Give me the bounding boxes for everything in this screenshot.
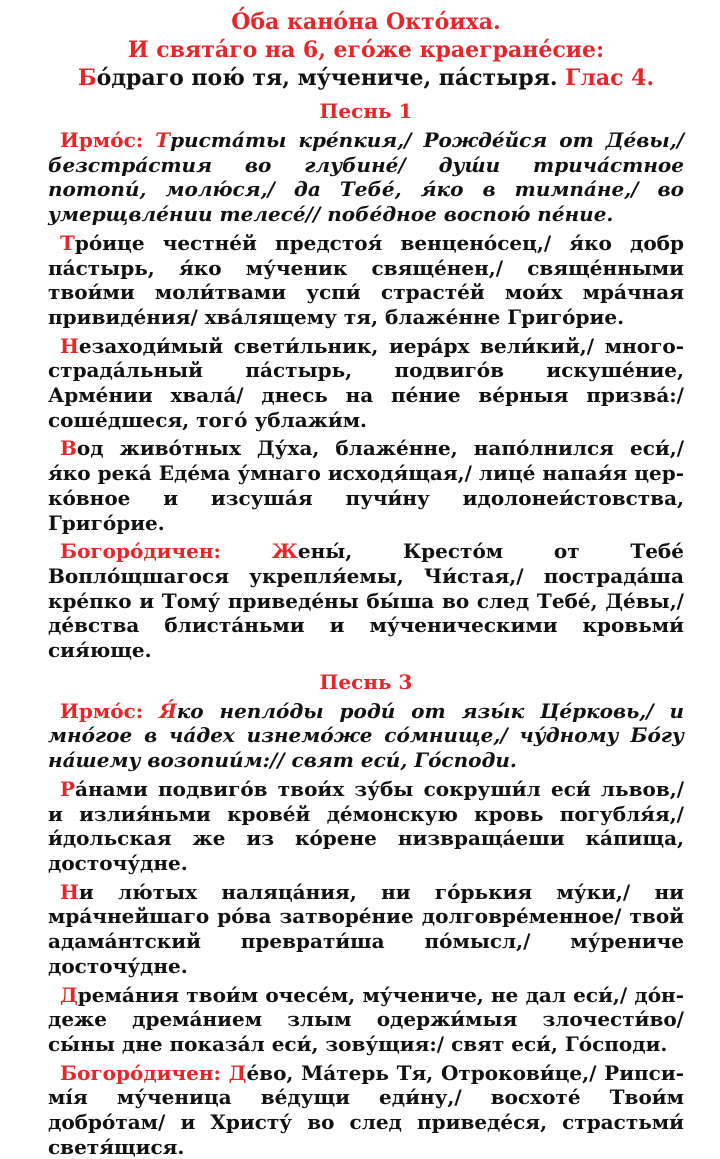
verse-initial: В [60,436,77,461]
verse-initial: Д [60,982,78,1007]
verse-text: ены́, Кресто́м от Тебе́ Вопло́щшагося укрепля́емы, Чи́стая,/ пострада́ша кре́пко и Тому́ приведе́ны бы́ша во след Тебе́, Де́вы,/ де́вства блиста́ньми и му́ченическими кровьми́ сия́юще. [48,539,684,663]
verse-initial: Н [60,333,79,358]
verse-initial: Т [155,128,171,152]
irmos-verse [48,699,684,773]
verse-text: риста́ты кре́пкия,/ Рожде́йся от Де́вы,/ безстра́стия во глубине́/ душ́и трича́стное потопи́, молю́ся,/ да Тебе́, я́ко в тимпа́не,/ во умерщвле́нии телесе́// побе́дное воспою́ пе́ние. [48,128,684,227]
canon-header [48,8,684,92]
verse-text: од живо́тных Ду́ха, блаже́нне, напо́лнился еси́,/ я́ко река́ Еде́ма у́мнаго исходя́щая,/ лице́ напая́я церко́вное и изсуша́я пучи́ну идолонеи́стовства, Григо́рие. [48,436,684,535]
verse-initial: Т [60,230,75,255]
header-line-3 [48,64,684,92]
verse-initial: Н [60,879,79,904]
tone-label: Глас 4. [565,65,655,91]
theotokion-verse [48,1061,684,1159]
troparion-verse [48,880,684,979]
troparion-verse [48,231,684,330]
verse-label: Богоро́дичен: [60,1060,221,1085]
verse-text: ро́ице честне́й предстоя́ венцено́сец,/ я́ко добр па́стырь, я́ко му́ченик свяще́нен,/ свяще́нными твои́ми моли́твами успи́ страсте́й мои́х мра́чная привиде́ния/ хва́лящему тя, блаже́нне Григо́рие. [48,230,684,329]
verse-text: а́нами подвиго́в твои́х зу́бы сокруши́л еси́ львов,/ и излия́ньми крове́й де́монскую кровь погубля́я,/ и́дольская же из ко́рене низвраща́еши ка́пища, досточу́дне. [48,776,684,875]
troparion-verse [48,983,684,1057]
verse-initial: Д [228,1060,247,1085]
acrostic-text: о́драго пою́ тя, му́чениче, па́стыря. [96,65,558,91]
verse-initial: Ж [271,539,298,564]
verse-label: Ирмо́с: [60,698,144,723]
troparion-verse [48,334,684,433]
verse-initial: Р [60,776,76,801]
irmos-verse [48,128,684,227]
verse-text: рема́ния твои́м очесе́м, му́чениче, не дал еси́,/ до́ндеже дрема́нием злым одержи́мыя злочести́во/ сы́ны дне показа́л еси́, зову́щия:/ свят еси́, Го́споди. [48,982,684,1056]
verse-initial: Я́ [159,698,177,723]
verse-text: е́во, Ма́терь Тя, Отрокови́це,/ Рипсимі́я му́ченица ве́дущи еди́ну,/ восхоте́ Твои́м добро́там/ и Христу́ во след приведе́ся, страстьми́ светя́щися. [48,1060,684,1159]
verse-text: езаходи́мый свети́льник, иера́рх вели́кий,/ многострада́льный па́стырь, подвиго́в искуше́ние, Арме́нии хвала́/ днесь на пе́ние ве́рныя призва́:/ соше́дшеся, того́ ублажи́м. [48,333,684,432]
troparion-verse [48,777,684,876]
header-line-1: О́ба кано́на Окто́иха. [231,9,501,35]
verse-text: и лю́тых наляца́ния, ни го́рькия му́ки,/ ни мра́чнейшаго ро́ва затворе́ние долговре́менное/ твой адама́нтский преврати́ша по́мысл,/ му́рениче досточу́дне. [48,879,684,978]
ode-section [48,669,684,1159]
verse-label: Богоро́дичен: [60,539,221,564]
ode-title: Песнь 3 [319,669,413,694]
troparion-verse [48,436,684,535]
header-line-2: И свята́го на 6, его́же краегране́сие: [127,37,605,63]
ode-section [48,98,684,663]
acrostic-initial: Б [77,65,97,91]
ode-title: Песнь 1 [319,99,413,123]
sections-container [48,98,684,1159]
verse-label: Ирмо́с: [60,128,144,152]
theotokion-verse [48,539,684,663]
verse-text: ко непло́ды роди́ от язы́к Це́рковь,/ и мно́гое в ча́дех изнемо́же со́мнище,/ чу́дному Бо́гу на́шему возопии́м:// свят еси́, Го́споди. [48,698,685,773]
